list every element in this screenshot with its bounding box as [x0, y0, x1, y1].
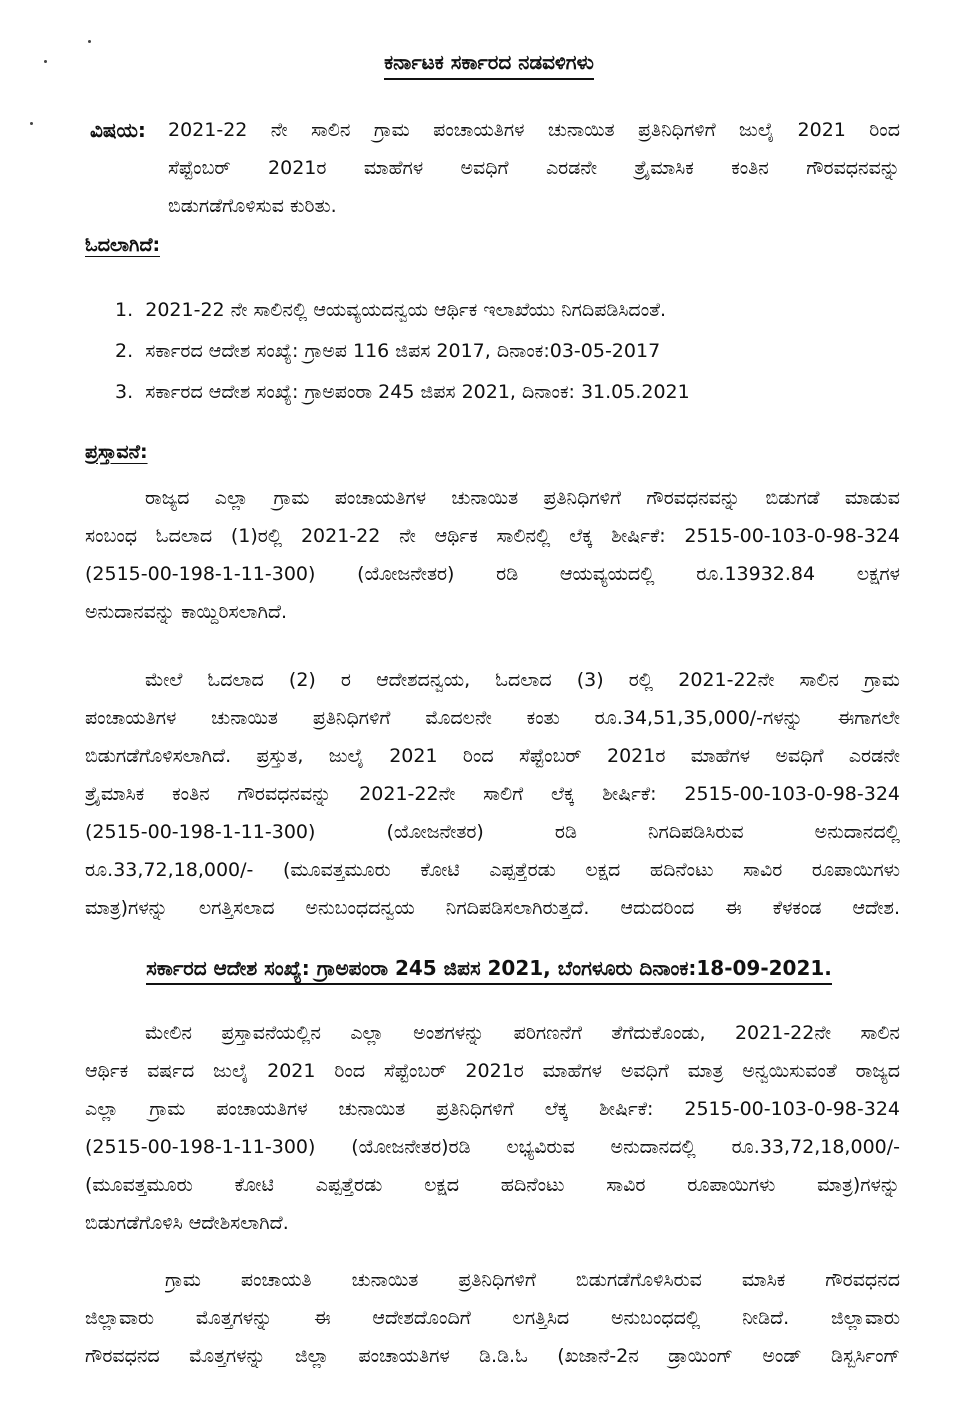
subject-label: ವಿಷಯ:	[90, 118, 146, 142]
preamble-heading: ಪ್ರಸ್ತಾವನೆ:	[85, 441, 148, 463]
order-paragraph-1: ಮೇಲಿನ ಪ್ರಸ್ತಾವನೆಯಲ್ಲಿನ ಎಲ್ಲಾ ಅಂಶಗಳನ್ನು ಪರಿಗಣನೆಗೆ ತೆಗೆದುಕೊಂಡು, 2021-22ನೇ ಸಾಲಿನ ಆರ್ಥಿಕ ವರ್ಷದ ಜುಲೈ 2021 ರಿಂದ ಸೆಪ್ಟೆಂಬರ್ 2021ರ ಮಾಹೆಗಳ ಅವಧಿಗೆ ಮಾತ್ರ ಅನ್ವಯಿಸುವಂತೆ ರಾಜ್ಯದ ಎಲ್ಲಾ ಗ್ರಾಮ ಪಂಚಾಯತಿಗಳ ಚುನಾಯಿತ ಪ್ರತಿನಿಧಿಗಳಿಗೆ ಲೆಕ್ಕ ಶೀರ್ಷಿಕೆ: 2515-00-103-0-98-324 (2515-00-198-1-11-300) (ಯೋಜನೇತರ)ರಡಿ ಲಭ್ಯವಿರುವ ಅನುದಾನದಲ್ಲಿ ರೂ.33,72,18,000/- (ಮೂವತ್ತಮೂರು ಕೋಟಿ ಎಪ್ಪತ್ತೆರಡು ಲಕ್ಷದ ಹದಿನೆಂಟು ಸಾವಿರ ರೂಪಾಯಿಗಳು ಮಾತ್ರ)ಗಳನ್ನು ಬಿಡುಗಡೆಗೊಳಿಸಿ ಆದೇಶಿಸಲಾಗಿದೆ.	[85, 1022, 900, 1234]
read-item: 2. ಸರ್ಕಾರದ ಆದೇಶ ಸಂಖ್ಯೆ: ಗ್ರಾಅಪ 116 ಜಿಪಸ 2017, ದಿನಾಂಕ:03-05-2017	[115, 340, 661, 362]
read-heading: ಓದಲಾಗಿದೆ:	[85, 234, 161, 256]
order-paragraph-2: ಗ್ರಾಮ ಪಂಚಾಯತಿ ಚುನಾಯಿತ ಪ್ರತಿನಿಧಿಗಳಿಗೆ ಬಿಡುಗಡೆಗೊಳಿಸಿರುವ ಮಾಸಿಕ ಗೌರವಧನದ ಜಿಲ್ಲಾವಾರು ಮೊತ್ತಗಳನ್ನು ಈ ಆದೇಶದೊಂದಿಗೆ ಲಗತ್ತಿಸಿದ ಅನುಬಂಧದಲ್ಲಿ ನೀಡಿದೆ. ಜಿಲ್ಲಾವಾರು ಗೌರವಧನದ ಮೊತ್ತಗಳನ್ನು ಜಿಲ್ಲಾ ಪಂಚಾಯತಿಗಳ ಡಿ.ಡಿ.ಓ (ಖಜಾನೆ-2ನ ಡ್ರಾಯಿಂಗ್ ಅಂಡ್ ಡಿಸ್ಬರ್ಸಿಂಗ್	[85, 1269, 900, 1367]
scan-speck	[30, 122, 33, 125]
document-title: ಕರ್ನಾಟಕ ಸರ್ಕಾರದ ನಡವಳಿಗಳು	[0, 50, 978, 74]
scan-speck	[88, 40, 91, 43]
preamble-paragraph-2: ಮೇಲೆ ಓದಲಾದ (2) ರ ಆದೇಶದನ್ವಯ, ಓದಲಾದ (3) ರಲ್ಲಿ 2021-22ನೇ ಸಾಲಿನ ಗ್ರಾಮ ಪಂಚಾಯತಿಗಳ ಚುನಾಯಿತ ಪ್ರತಿನಿಧಿಗಳಿಗೆ ಮೊದಲನೇ ಕಂತು ರೂ.34,51,35,000/-ಗಳನ್ನು ಈಗಾಗಲೇ ಬಿಡುಗಡೆಗೊಳಿಸಲಾಗಿದೆ. ಪ್ರಸ್ತುತ, ಜುಲೈ 2021 ರಿಂದ ಸೆಪ್ಟೆಂಬರ್ 2021ರ ಮಾಹೆಗಳ ಅವಧಿಗೆ ಎರಡನೇ ತ್ರೈಮಾಸಿಕ ಕಂತಿನ ಗೌರವಧನವನ್ನು 2021-22ನೇ ಸಾಲಿಗೆ ಲೆಕ್ಕ ಶೀರ್ಷಿಕೆ: 2515-00-103-0-98-324 (2515-00-198-1-11-300) (ಯೋಜನೇತರ) ರಡಿ ನಿಗದಿಪಡಿಸಿರುವ ಅನುದಾನದಲ್ಲಿ ರೂ.33,72,18,000/- (ಮೂವತ್ತಮೂರು ಕೋಟಿ ಎಪ್ಪತ್ತೆರಡು ಲಕ್ಷದ ಹದಿನೆಂಟು ಸಾವಿರ ರೂಪಾಯಿಗಳು ಮಾತ್ರ)ಗಳನ್ನು ಲಗತ್ತಿಸಲಾದ ಅನುಬಂಧದನ್ವಯ ನಿಗದಿಪಡಿಸಲಾಗಿರುತ್ತದೆ. ಆದುದರಿಂದ ಈ ಕೆಳಕಂಡ ಆದೇಶ.	[85, 669, 900, 919]
order-heading: ಸರ್ಕಾರದ ಆದೇಶ ಸಂಖ್ಯೆ: ಗ್ರಾಅಪಂರಾ 245 ಜಿಪಸ 2021, ಬೆಂಗಳೂರು ದಿನಾಂಕ:18-09-2021.	[0, 956, 978, 980]
read-list	[115, 290, 690, 413]
read-item: 1. 2021-22 ನೇ ಸಾಲಿನಲ್ಲಿ ಆಯವ್ಯಯದನ್ವಯ ಆರ್ಥಿಕ ಇಲಾಖೆಯು ನಿಗದಿಪಡಿಸಿದಂತೆ.	[115, 299, 666, 321]
read-item: 3. ಸರ್ಕಾರದ ಆದೇಶ ಸಂಖ್ಯೆ: ಗ್ರಾಅಪಂರಾ 245 ಜಿಪಸ 2021, ದಿನಾಂಕ: 31.05.2021	[115, 381, 690, 403]
preamble-paragraph-1: ರಾಜ್ಯದ ಎಲ್ಲಾ ಗ್ರಾಮ ಪಂಚಾಯತಿಗಳ ಚುನಾಯಿತ ಪ್ರತಿನಿಧಿಗಳಿಗೆ ಗೌರವಧನವನ್ನು ಬಿಡುಗಡೆ ಮಾಡುವ ಸಂಬಂಧ ಓದಲಾದ (1)ರಲ್ಲಿ 2021-22 ನೇ ಆರ್ಥಿಕ ಸಾಲಿನಲ್ಲಿ ಲೆಕ್ಕ ಶೀರ್ಷಿಕೆ: 2515-00-103-0-98-324 (2515-00-198-1-11-300) (ಯೋಜನೇತರ) ರಡಿ ಆಯವ್ಯಯದಲ್ಲಿ ರೂ.13932.84 ಲಕ್ಷಗಳ ಅನುದಾನವನ್ನು ಕಾಯ್ದಿರಿಸಲಾಗಿದೆ.	[85, 487, 900, 623]
subject-text: 2021-22 ನೇ ಸಾಲಿನ ಗ್ರಾಮ ಪಂಚಾಯತಿಗಳ ಚುನಾಯಿತ ಪ್ರತಿನಿಧಿಗಳಿಗೆ ಜುಲೈ 2021 ರಿಂದ ಸೆಪ್ಟೆಂಬರ್ 2021ರ ಮಾಹೆಗಳ ಅವಧಿಗೆ ಎರಡನೇ ತ್ರೈಮಾಸಿಕ ಕಂತಿನ ಗೌರವಧನವನ್ನು ಬಿಡುಗಡೆಗೊಳಿಸುವ ಕುರಿತು.	[168, 119, 900, 217]
